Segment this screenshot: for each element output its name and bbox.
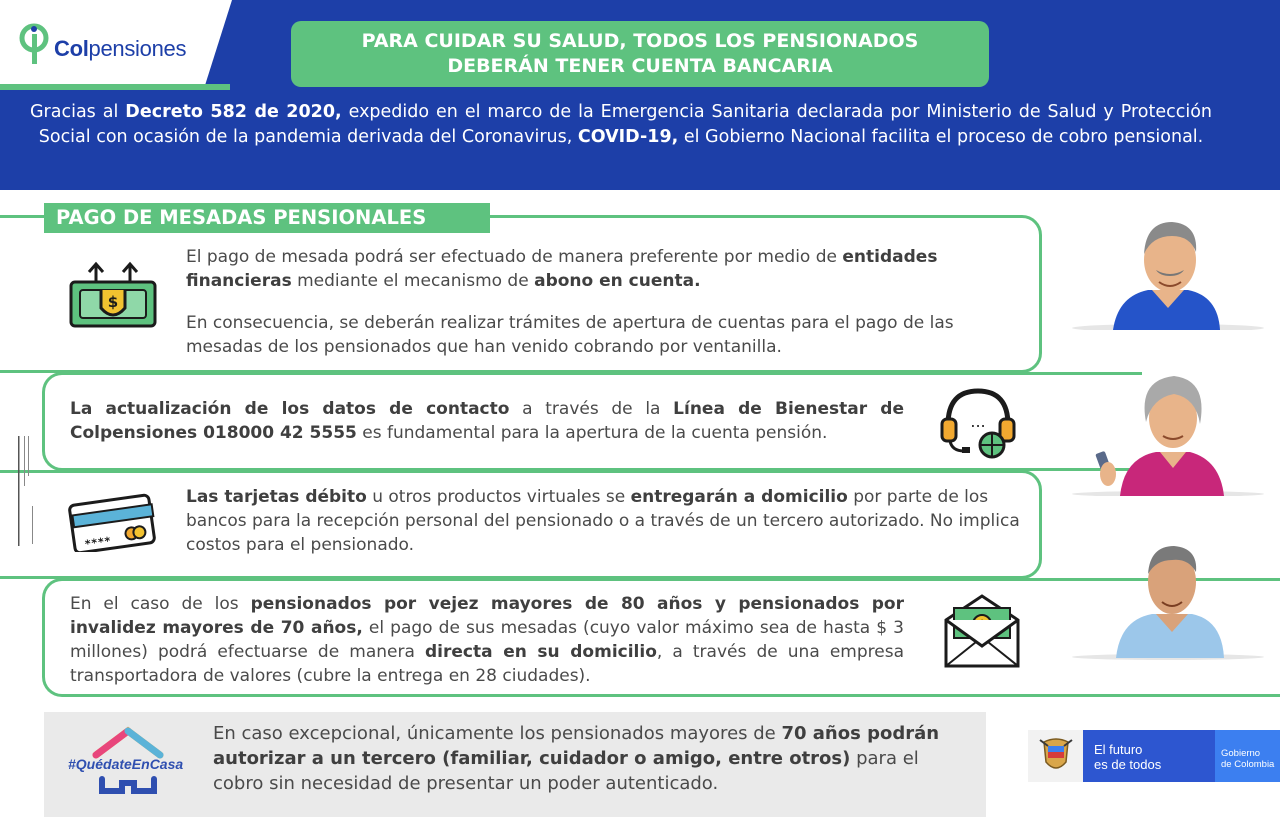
home-bold-1: pensionados por vejez mayores de 80 años y pensionados por invalidez mayores de 70 años, <box>70 594 904 638</box>
home-text-2: el pago de sus mesadas (cuyo valor máximo sea de hasta $ 3 millones) podrá efectuarse de manera <box>70 618 904 662</box>
home-text-1: En el caso de los <box>70 594 251 614</box>
payment-text-1: El pago de mesada podrá ser efectuado de manera preferente por medio de <box>186 247 843 267</box>
logo-prefix: Col <box>54 36 89 61</box>
contact-paragraph <box>70 397 904 445</box>
third-party-text-2: para el cobro sin necesidad de presentar un poder autenticado. <box>213 748 919 794</box>
gov-slogan <box>1094 742 1161 772</box>
gov-name-line-1: Gobierno <box>1221 748 1261 759</box>
debit-bold-1: Las tarjetas débito <box>186 487 367 507</box>
debit-bold-2: entregarán a domicilio <box>630 487 848 507</box>
debit-card-icon <box>68 486 158 552</box>
gov-name-line-2: de Colombia <box>1221 759 1275 770</box>
logo-stripe <box>0 84 230 90</box>
payment-paragraph-1 <box>186 245 1022 293</box>
pensioner-man-lightblue-shirt-illustration <box>1068 540 1268 660</box>
contact-text-2: es fundamental para la apertura de la cuenta pensión. <box>356 423 828 443</box>
svg-text:...: ... <box>970 412 986 431</box>
page-title: PARA CUIDAR SU SALUD, TODOS LOS PENSIONADOS DEBERÁN TENER CUENTA BANCARIA <box>361 30 919 77</box>
intro-text-2: expedido en el marco de la Emergencia Sanitaria declarada por Ministerio de Salud y Protección Social con ocasión de la pandemia derivada del Coronavirus, <box>38 102 1212 147</box>
contact-bold-1: La actualización de los datos de contacto <box>70 399 510 419</box>
pensioner-man-blue-shirt-illustration <box>1068 218 1268 330</box>
intro-text-1: Gracias al <box>30 102 126 122</box>
home-text-3: , a través de una empresa transportadora de valores (cubre la entrega en 28 ciudades). <box>70 642 904 686</box>
pensioner-woman-pink-shirt-illustration <box>1068 372 1268 496</box>
gov-slogan-line-2: es de todos <box>1094 757 1162 772</box>
payment-paragraph-2: En consecuencia, se deberán realizar trámites de apertura de cuentas para el pago de las mesadas de los pensionados que han venido cobrando por ventanilla. <box>186 313 954 357</box>
third-party-paragraph <box>213 721 963 796</box>
colpensiones-logo-icon <box>16 20 56 66</box>
money-transfer-icon <box>68 260 158 330</box>
gobierno-de-colombia-logo <box>1028 730 1280 782</box>
intro-decree: Decreto 582 de 2020, <box>125 102 342 122</box>
debit-text-1: u otros productos virtuales se <box>366 487 631 507</box>
intro-covid: COVID-19, <box>577 127 679 147</box>
debit-text-2: por parte de los bancos para la recepción personal del pensionado o a través de un tercero autorizado. No implica costos para el pensionado. <box>186 487 1020 555</box>
payment-bold-2: abono en cuenta. <box>534 271 701 291</box>
third-party-bold-1: 70 años podrán autorizar a un tercero (familiar, cuidador o amigo, entre otros) <box>213 723 940 769</box>
headset-support-icon <box>938 385 1020 461</box>
coat-of-arms-icon <box>1038 736 1074 776</box>
contact-text-1: a través de la <box>509 399 674 419</box>
debit-cards-paragraph <box>186 485 1022 557</box>
money-envelope-icon <box>940 590 1024 670</box>
gov-name <box>1221 748 1274 770</box>
home-bold-2: directa en su domicilio <box>425 642 657 662</box>
header-intro <box>30 100 1212 150</box>
intro-text-3: el Gobierno Nacional facilita el proceso de cobro pensional. <box>678 127 1204 147</box>
logo-suffix: pensiones <box>88 36 187 61</box>
quedate-en-casa-hashtag: #QuédateEnCasa <box>68 756 184 772</box>
vigilado-mark <box>16 436 40 546</box>
section-title: PAGO DE MESADAS PENSIONALES <box>44 203 490 233</box>
svg-text:****: **** <box>83 534 112 551</box>
svg-text:$: $ <box>107 293 119 311</box>
header-title-box <box>291 21 989 87</box>
payment-bold-1: entidades financieras <box>186 247 938 291</box>
contact-bold-2: Línea de Bienestar de Colpensiones 018000 42 5555 <box>70 399 905 443</box>
third-party-text-1: En caso excepcional, únicamente los pensionados mayores de <box>213 723 782 744</box>
colpensiones-logo-text <box>54 36 186 62</box>
payment-text-2: mediante el mecanismo de <box>291 271 535 291</box>
gov-slogan-line-1: El futuro <box>1094 742 1143 757</box>
home-delivery-paragraph <box>70 592 904 688</box>
